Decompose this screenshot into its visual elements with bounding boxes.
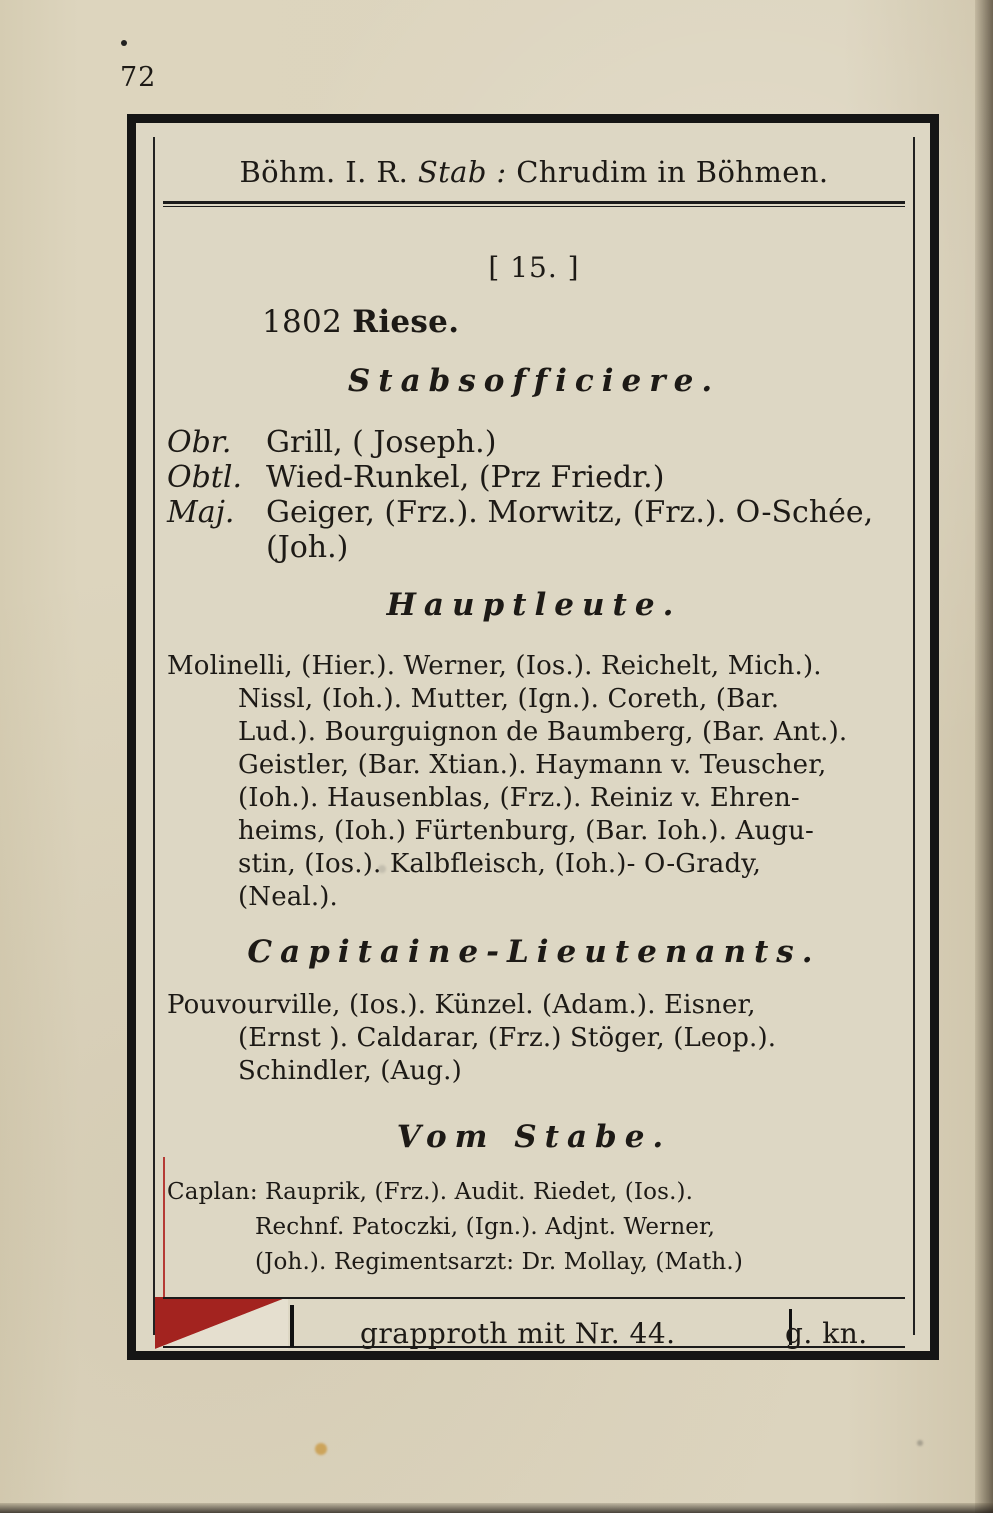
text-line: Rechnf. Patoczki, (Ign.). Adjnt. Werner,: [255, 1214, 716, 1240]
hauptleute-paragraph: [167, 650, 917, 914]
officer-name: Geiger, (Frz.). Morwitz, (Frz.). O-Schée,: [266, 495, 874, 530]
officer-name-continuation: (Joh.): [266, 530, 349, 565]
paper-stain: [315, 1443, 327, 1455]
text-line: heims, (Ioh.) Fürtenburg, (Bar. Ioh.). Augu-: [238, 816, 814, 846]
text-line: (Neal.).: [238, 882, 338, 912]
text-line: (Joh.). Regimentsarzt: Dr. Mollay, (Math.): [255, 1249, 743, 1275]
paper-stain: [917, 1440, 923, 1446]
section-title-stabsofficiere: Stabsofficiere.: [347, 363, 721, 399]
text-line: stin, (Ios.). Kalbfleisch, (Ioh.)- O-Grady,: [238, 849, 762, 879]
header-left: Böhm. I. R.: [239, 155, 409, 189]
regiment-year: 1802: [262, 304, 343, 340]
page-bottom-edge-shadow: [0, 1503, 993, 1513]
officer-row: [167, 425, 927, 460]
officer-name: Wied-Runkel, (Prz Friedr.): [266, 460, 665, 495]
document-inner-frame: [153, 137, 915, 1350]
vom-stabe-paragraph: [167, 1175, 917, 1280]
officer-rank: Obtl.: [167, 460, 242, 495]
header-double-rule: [163, 201, 905, 207]
text-line: Nissl, (Ioh.). Mutter, (Ign.). Coreth, (Bar.: [238, 684, 780, 714]
footer-text: grapproth mit Nr. 44.: [360, 1317, 676, 1350]
section-title-vom-stabe: Vom Stabe.: [396, 1119, 672, 1155]
stabsofficiere-list: [167, 425, 927, 565]
officer-rank: Maj.: [167, 495, 235, 530]
text-line: Molinelli, (Hier.). Werner, (Ios.). Reichelt, Mich.).: [167, 651, 822, 681]
ink-dot-top: [121, 40, 127, 46]
section-title-hauptleute: Hauptleute.: [386, 587, 682, 623]
text-line: Lud.). Bourguignon de Baumberg, (Bar. Ant.).: [238, 717, 848, 747]
footer-bar-left: [290, 1305, 294, 1347]
text-line: (Ernst ). Caldarar, (Frz.) Stöger, (Leop.).: [238, 1023, 777, 1053]
regiment-name: Riese.: [352, 304, 460, 340]
header-right: Chrudim in Böhmen.: [516, 155, 829, 189]
text-line: Geistler, (Bar. Xtian.). Haymann v. Teuscher,: [238, 750, 827, 780]
text-line: Schindler, (Aug.): [238, 1056, 462, 1086]
text-line: Pouvourville, (Ios.). Künzel. (Adam.). Eisner,: [167, 990, 756, 1020]
header-italic: Stab :: [417, 155, 507, 189]
regiment-number: [ 15. ]: [488, 251, 580, 284]
red-vertical-mark: [163, 1157, 165, 1297]
officer-row: [167, 530, 927, 565]
officer-name: Grill, ( Joseph.): [266, 425, 497, 460]
page-number: 72: [120, 62, 157, 93]
text-line: (Ioh.). Hausenblas, (Frz.). Reiniz v. Ehren-: [238, 783, 800, 813]
text-line: Caplan: Rauprik, (Frz.). Audit. Riedet, (Ios.).: [167, 1179, 694, 1205]
officer-row: [167, 495, 927, 530]
capitaine-lieutenants-paragraph: [167, 989, 917, 1088]
paper-stain: [378, 865, 386, 873]
footer-currency: g. kn.: [785, 1317, 868, 1350]
officer-row: [167, 460, 927, 495]
regiment-title: [262, 304, 459, 340]
officer-rank: Obr.: [167, 425, 232, 460]
header: [155, 155, 913, 189]
page-right-edge-shadow: [975, 0, 993, 1513]
section-title-capitaine-lieutenants: Capitaine-Lieutenants.: [247, 934, 821, 970]
document-frame: [127, 114, 939, 1360]
